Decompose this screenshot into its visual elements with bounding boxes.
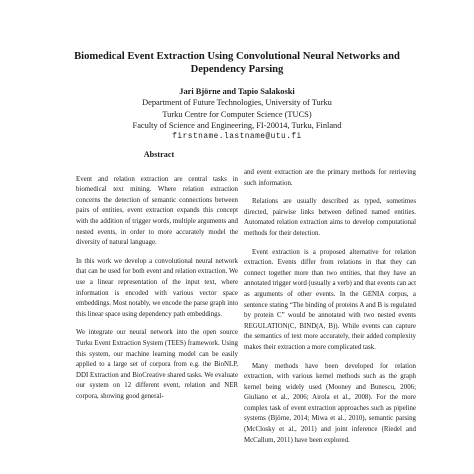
affiliation-line: Turku Centre for Computer Science (TUCS) — [162, 109, 312, 119]
right-column — [244, 168, 416, 454]
body-paragraph: Many methods have been developed for relation extraction, with various kernel methods such as the graph kernel being widely used (Mooney and Bunescu, 2006; Giuliano et al., 2006; Airola et al., 2008). For the more complex task of event extraction approaches such as pipeline systems (Björne, 2014; Miwa et al., 2010), semantic parsing (McClosky et al., 2011) and joint inference (Riedel and McCallum, 2011) have been explored. — [244, 362, 416, 444]
author-block — [40, 86, 434, 143]
abstract-heading: Abstract — [143, 150, 175, 159]
author-email: firstname.lastname@utu.fi — [172, 132, 302, 141]
title-line-2: Dependency Parsing — [190, 64, 284, 75]
paper-title — [40, 50, 434, 76]
title-line-1: Biomedical Event Extraction Using Convolutional Neural Networks and — [74, 51, 400, 62]
author-names: Jari Björne and Tapio Salakoski — [179, 87, 295, 96]
affiliation-line: Department of Future Technologies, University of Turku — [142, 98, 332, 108]
abstract-paragraph: Event and relation extraction are central tasks in biomedical text mining. Where relation extraction concerns the detection of semantic connections between pairs of entities, event extraction expands this concept with the addition of trigger words, multiple arguments and nested events, in order to more accurately model the diversity of natural language. — [76, 175, 238, 247]
body-paragraph: Relations are usually described as typed, sometimes directed, pairwise links between defined named entities. Automated relation extraction aims to develop computational methods for their detection. — [244, 198, 416, 237]
abstract-paragraph: We integrate our neural network into the open source Turku Event Extraction System (TEES) framework. Using this system, our machine learning model can be easily applied to a large set of corpora from e.g. the BioNLP, DDI Extraction and BioCreative shared tasks. We evaluate our system on 12 different event, relation and NER corpora, showing good general- — [76, 329, 238, 400]
left-column — [73, 150, 245, 410]
body-paragraph: Event extraction is a proposed alternative for relation extraction. Events differ from relations in that they can connect together more than two entities, that they have an annotated trigger word (usually a verb) and that events can act as arguments of other events. In the GENIA corpus, a sentence stating “The binding of proteins A and B is regulated by protein C” would be annotated with two nested events REGULATION(C, BIND(A, B)). While events can capture the semantics of text more accurately, their added complexity makes their extraction a more complicated task. — [244, 248, 416, 351]
affiliation-line: Faculty of Science and Engineering, FI-20014, Turku, Finland — [132, 121, 342, 131]
abstract-paragraph: In this work we develop a convolutional neural network that can be used for both event and relation extraction. We use a linear representation of the input text, where information is encoded with various vector space embeddings. Most notably, we encode the parse graph into this linear space using dependency path embeddings. — [76, 257, 238, 318]
abstract-body — [73, 175, 245, 403]
body-paragraph: and event extraction are the primary methods for retrieving such information. — [244, 169, 416, 187]
